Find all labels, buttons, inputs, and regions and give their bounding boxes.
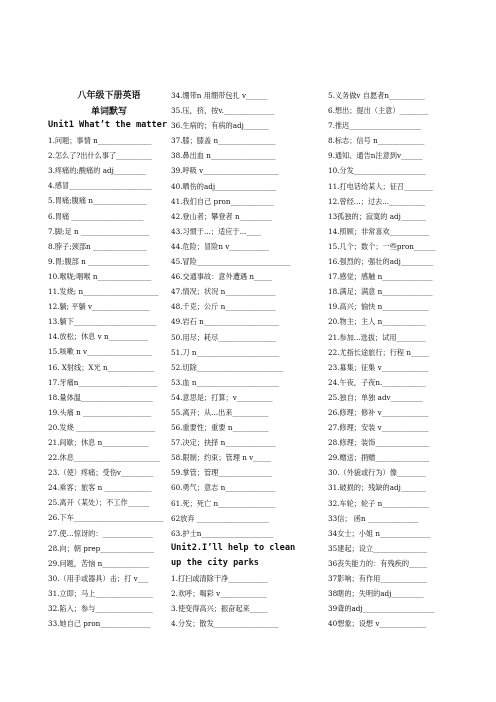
vocab-item: 15.几个；数个；一些pron______	[328, 241, 436, 251]
vocab-item: 42.登山者；攀登者 n_________	[171, 211, 273, 221]
vocab-item: 23.募集；征集 v_____________	[328, 362, 429, 372]
vocab-item: 17.感觉；感触 n______________	[328, 272, 433, 282]
vocab-item: 53.血 n_______________________	[171, 377, 280, 387]
vocab-item: 32.车轮；轮子 n_____________	[328, 498, 430, 508]
vocab-item: 23.（使）疼痛；受伤v_________	[48, 468, 154, 478]
vocab-item: 10.喉咙;咽喉 n_______________	[48, 271, 152, 281]
vocab-item: 3.使变得高兴；振奋起来_____	[171, 604, 268, 614]
vocab-item: 25.独自；单独 adv_________	[328, 392, 423, 402]
vocab-item: 14.放松；休息 v n___________	[48, 332, 149, 342]
vocab-item: 62放弃 ____________________	[171, 513, 269, 523]
vocab-item: 1.打扫或清除干净___________	[171, 574, 268, 583]
vocab-item: 26.修理；修补 v_____________	[328, 407, 429, 417]
vocab-item: 6.胃痛 ____________________	[48, 211, 144, 221]
vocab-item: 13孤独的；寂寞的 adj_______	[328, 211, 427, 221]
vocab-item: 30.（用手或器具）击；打 v___	[48, 573, 149, 583]
vocab-item: 54.意思是；打算；v__________	[171, 392, 273, 402]
vocab-column-1	[48, 118, 170, 631]
vocab-item: 57.决定；抉择 n______________	[171, 438, 276, 448]
vocab-item: 12.曾经...；过去...__________	[328, 196, 426, 206]
vocab-item: 19.高兴；愉快 n_____________	[328, 302, 430, 312]
vocab-item: 2.怎么了?出什么事了__________	[48, 151, 153, 161]
vocab-item: 24.乘客；旅客 n _____________	[48, 483, 152, 493]
vocab-item: 22.休息________________________	[48, 453, 161, 463]
vocab-item: 8.标志；信号 n_____________	[328, 136, 425, 146]
vocab-item: 11.发烧; n_____________________	[48, 287, 159, 297]
vocab-item: 24.午夜，子夜n.____________	[328, 377, 426, 387]
vocab-item: 15.咳嗽 n v__________________	[48, 347, 152, 357]
vocab-item: 20.发烧 ______________________	[48, 422, 156, 432]
vocab-item: 60.勇气；意志 n______________	[171, 483, 276, 493]
vocab-item: 5.义务做v 自愿者n__________	[328, 91, 425, 100]
vocab-item: 49.岩石 n_____________________	[171, 317, 280, 327]
vocab-item: 43.习惯于...；适应于...____	[171, 226, 261, 236]
vocab-item: 55.离开；从...出来__________	[171, 407, 269, 417]
vocab-item: 46.交通事故：意外遭遇 n_____	[171, 272, 273, 282]
vocab-item: 63.护士n____________________	[171, 528, 274, 538]
vocab-item: 6.想出；提出（主意）________	[328, 106, 429, 116]
vocab-item: 31.立即；马上________________	[48, 588, 153, 598]
vocab-item: 37.膝；膝盖 n________________	[171, 136, 276, 146]
vocab-item: 41.我们自己 pron____________	[171, 196, 274, 206]
vocab-item: 34.绷带n 用绷带包扎 v______	[171, 91, 268, 100]
vocab-item: 45.冒险__________________________	[171, 257, 291, 267]
vocab-item: 9.胃;腹部 n _________________	[48, 256, 150, 266]
vocab-item: 16. X射线；X光 n_____________	[48, 362, 155, 372]
document-subtitle: 单词默写	[90, 107, 127, 117]
vocab-item: 8.脖子;颈部n _______________	[48, 241, 147, 251]
vocab-item: 40.晒伤的adj_________________	[171, 181, 277, 191]
vocab-item: 16.强烈的；强壮的adj_________	[328, 257, 434, 267]
vocab-item: 32.陷入；参与________________	[48, 604, 153, 613]
vocab-item: 28.向；朝 prep_______________	[48, 543, 155, 553]
vocab-item: 4.分发；散发__________________	[171, 619, 279, 629]
vocab-item: 18.量体温____________________	[48, 392, 153, 402]
vocab-item: 21.间歇；休息 n_____________	[48, 437, 150, 447]
vocab-item: 19.头痛 n ___________________	[48, 407, 152, 417]
vocab-item: 27.使…惊讶的：______________	[48, 528, 153, 538]
vocab-item: 33信； 函n ______________	[328, 513, 419, 523]
vocab-item: 36.生病的；有病的adj_______	[171, 121, 270, 131]
vocab-item: 44.危险；冒险n v___________	[171, 241, 269, 251]
vocab-item: 39.呼吸 v_____________________	[171, 166, 279, 176]
vocab-item: 10.分发____________________	[328, 166, 426, 176]
vocab-item: 47.情况；状况 n______________	[171, 287, 276, 297]
vocab-item: 27.修理；安装 v_____________	[328, 423, 429, 433]
vocab-item: 7.脚;足 n ___________________	[48, 226, 150, 236]
vocab-column-2	[171, 88, 323, 631]
vocab-item: 2.欢呼；喝彩 v_____________	[171, 589, 267, 599]
vocab-item: 37影响；有作用_____________	[328, 574, 427, 583]
vocab-item: 14.照顾；非常喜欢___________	[328, 226, 430, 236]
vocab-item: 56.重要性；重要 n__________	[171, 423, 269, 433]
vocab-item: 1.问题；事情 n_______________	[48, 136, 152, 146]
vocab-item: 3.疼痛的;酸痛的 adj_________	[48, 166, 147, 176]
vocab-item: 26.下车_________________________	[48, 513, 164, 523]
vocab-item: 22.尤指长途旅行；行程 n_____	[328, 347, 430, 357]
vocab-item: 9.通知、通告n注意到v______	[328, 151, 423, 161]
vocab-item: 21.参加...选拔；试用________	[328, 332, 426, 342]
vocab-item: 35.压，挤，按v.______________	[171, 106, 275, 116]
vocab-item: 51.刀 n_______________________	[171, 347, 280, 357]
vocab-column-3	[328, 88, 452, 631]
unit-heading: Unit2.I’ll help to clean	[171, 542, 296, 553]
vocab-item: 30.（外貌或行为）像________	[328, 468, 426, 478]
vocab-item: 38瞎的；失明的adj_________	[328, 589, 424, 599]
vocab-item: 48.千克；公斤 n______________	[171, 302, 276, 312]
vocab-item: 12.躺; 平躺 v________________	[48, 302, 150, 312]
document-title: 八年级下册英语	[77, 91, 141, 101]
unit-heading: up the city parks	[171, 557, 259, 568]
vocab-item: 29.赠送；捐赠_______________	[328, 453, 430, 463]
vocab-item: 39聋的adj____________________	[328, 604, 435, 614]
vocab-item: 61.死；死亡 n________________	[171, 498, 276, 508]
vocab-item: 40想象；设想 v_____________	[328, 619, 427, 629]
vocab-item: 52.切除________________________	[171, 362, 284, 372]
vocab-item: 59.掌管；管理_______________	[171, 468, 273, 478]
vocab-item: 35建起；设立_______________	[328, 543, 427, 553]
vocab-item: 31.破损的；残缺的adj_______	[328, 483, 427, 493]
vocab-item: 18.满足；满意 n______________	[328, 287, 433, 297]
vocab-item: 20.物主；主人 n____________	[328, 317, 426, 327]
vocab-item: 29.问题，苦恼 n_____________	[48, 558, 150, 568]
vocab-item: 5.胃痛;腹痛 n_______________	[48, 196, 147, 206]
vocab-item: 36丧失能力的：有残疾的_____	[328, 558, 427, 568]
vocab-item: 33.她自己 pron______________	[48, 619, 151, 629]
vocab-item: 17.牙痛n______________________	[48, 377, 158, 387]
vocab-item: 34女士；小姐 n______________	[328, 528, 431, 538]
vocab-item: 25.离开（某处）；不工作______	[48, 498, 150, 508]
vocab-item: 50.用尽；耗尽________________	[171, 332, 276, 342]
vocab-item: 28.修理；装饰_______________	[328, 438, 430, 448]
vocab-item: 4.感冒_______________________	[48, 181, 152, 191]
vocab-item: 13.躺下_______________________	[48, 317, 157, 327]
vocab-item: 11.打电话给某人；征召________	[328, 181, 433, 191]
vocab-item: 7.推迟____________________	[328, 121, 422, 131]
unit-heading: Unit1 What’t the matter	[48, 120, 167, 130]
vocab-item: 38.鼻出血 n__________________	[171, 151, 276, 161]
vocab-item: 58.限制；约束；管理 n v_____	[171, 453, 272, 463]
